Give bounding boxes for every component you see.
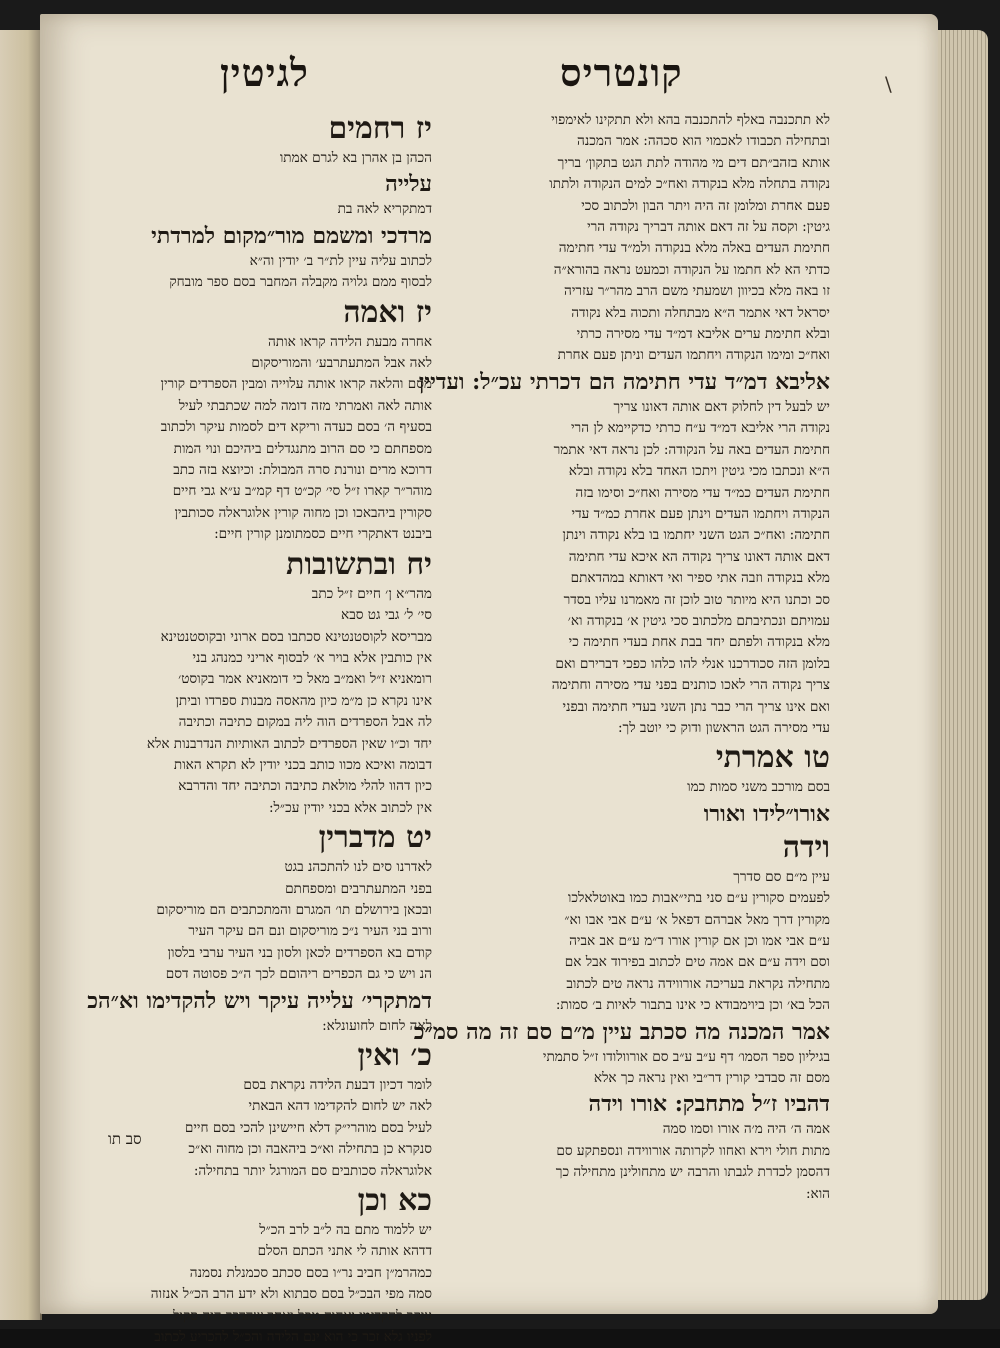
text-line: נקודה בתחלה מלא בנקודה ואח״כ למים הנקודה ולתתו	[549, 176, 830, 193]
section-heading: כא וכן	[357, 1183, 432, 1219]
text-line: ואם אינו צריך הרי כבר נתן השני בעדי חתימה ובפני	[562, 698, 830, 715]
text-line: ואח״כ ומימו הנקודה ויחתמו העדים וניתן פעם אחרת	[557, 347, 830, 364]
text-line: לבסוף ממם גלויה מקבלה המחבר בסם ספר מובחק	[169, 274, 432, 291]
text-line: מוהר״ר קארו ז״ל סי׳ קכ״ט דף קמ״ב ע״א גבי חיים	[172, 483, 432, 500]
text-line: מלא בנקודה ולפתם יחד בבת אחת בעדי חתימה כי	[568, 634, 830, 651]
text-line: הנ ויש כי גם הכפרים ריהוםם לכך ה״כ פסוטה דסם	[165, 966, 432, 983]
text-line: הנקודה ויחתמו העדים וינתן פעם אחרת כמ״ד עדי	[571, 505, 830, 522]
text-line: אותה לאה ואמרתי מזה דומה למה שכתבתי לעיל	[178, 397, 432, 414]
text-line: סנקרא כן בתחילה וא״כ ביהאבה וכן מחוה וא״כ	[188, 1141, 432, 1158]
text-line: קודם בא הספרדים לכאן ולסון בני העיר ערבי בלסון	[167, 944, 432, 961]
text-line: עיין מ״ם סם סדרך	[733, 868, 830, 885]
section-heading: יט מדברין	[318, 820, 432, 856]
text-line: כיון דהוו להלי מולאת כתיבה וכתיבה יחד והדרבא	[178, 778, 432, 795]
text-line: לומר דכיון דבעת הלידה נקראת בסם	[243, 1077, 432, 1093]
text-line: צריך נקודה הרי לאכו כותנים בפני עדי מסירה וחתימה	[551, 677, 830, 694]
text-line: הוא:	[805, 1185, 830, 1202]
text-line: אחרה מבעת הלידה קראו אותה	[267, 333, 432, 350]
text-line: ובלא חתימת ערים אליבא דמ״ד עדי מסירה כרתי	[576, 326, 830, 343]
text-line: וסם וידה ע״ם אם אמה טים לכתוב בפירוד אבל אם	[564, 954, 830, 971]
text-line: חתימת העדים באה על הנקודה: לכן נראה דאי אתמר	[553, 441, 830, 458]
text-line: מקורין דרך מאל אברהם דפאל א׳ ע״ם אבי אבו וא״	[564, 911, 830, 928]
text-line: עדי מסירה הגט הראשון ודוק כי יוטב לך:	[617, 719, 830, 736]
text-column-right	[413, 110, 830, 1202]
text-line: בפני המתעתרבים ומספחתם	[285, 880, 432, 897]
running-heads	[40, 50, 938, 100]
text-line: דבומה ואיכא מכוו כותב בכני יודין לא תקרא האות	[173, 756, 432, 773]
text-line: ה״א ונכתבו מכי גיטין ויתכו האחד בלא נקודה ובלא	[568, 463, 830, 480]
text-column-left	[70, 110, 432, 1346]
section-heading: אמר המכנה מה סכתב עיין מ״ם סם זה מה סמ״כ	[413, 1018, 830, 1045]
text-line: עיקר להקדימו ואחוה טפל ואחר שהדבר היה סקול	[173, 1307, 432, 1324]
text-line: מספחתם כי סם הרוב מתנגדלים ביהיכם ונוי המות	[173, 440, 432, 457]
text-line: לכתוב עליה עיין לת״ר ב׳ יודין וה״א	[249, 252, 432, 269]
section-heading: יז רחמים	[328, 111, 432, 146]
running-head-left: לגיטין	[220, 50, 309, 95]
text-line: יש ללמוד מתם בה ל״ב לרב הכ״ל	[259, 1222, 432, 1239]
text-line: סמה מפי הבכ״ל בסם סבתוא ולא ידע הרב הכ״ל אנזוה	[150, 1286, 432, 1303]
text-line: לה אבל הספרדים הוה ליה במקום כתיבה וכתיבה	[178, 714, 432, 731]
text-line: ע״ם אבי אמו וכן אם קורין אורו ד״מ ע״ם אב אביה	[569, 933, 830, 949]
text-line: דמתקריא לאה בת	[337, 201, 432, 218]
facing-page-edge	[0, 30, 42, 1320]
section-heading: דמתקרי׳ עלייה עיקר ויש להקדימו וא״הכ	[87, 987, 432, 1014]
text-line: אין לכתוב אלא בכני יודין עכ״ל:	[268, 799, 432, 816]
text-line: דדהא אותה לי אתני הכתם הסלם	[257, 1243, 432, 1260]
section-heading: יח ובתשובות	[286, 546, 432, 582]
text-line: יסראל דאי אתמר ה״א מבתחלה ותכוה בלא נקודה	[571, 304, 830, 321]
text-line: חתימת העדים כמ״ד עדי מסירה ואח״כ וסימו בזה	[575, 484, 830, 501]
section-heading: יז ואמה	[343, 294, 432, 330]
text-line: לא תתכנבה באלף להתכנבה בהא ולא תתקינו לאימפוי	[551, 112, 830, 128]
text-line: זו באה מלא בכיוון ושמעתי משם הרב מהר״ר עזריה	[564, 283, 830, 300]
section-heading: דהביו ז״ל מתחבק: אורו וידה	[588, 1091, 830, 1118]
text-line: בסעיף ה׳ בסם כעדה וריקא דים לסמות עיקר ולכתוב	[160, 419, 432, 436]
text-line: יש לבעל דין לחלוק דאם אותה דאונו צריך	[613, 398, 830, 415]
text-line: חתימה: ואח״כ הגט השני יחתמו בו בלא נקודה וינתן	[562, 527, 830, 544]
page-stack-edges	[938, 30, 988, 1300]
text-line: סכ וכתנו היא מיותר טוב לוכן זה מאמרנו עליו בסדר	[563, 591, 830, 608]
text-line: סי׳ ל׳ גבי גט סבא	[341, 607, 432, 624]
text-line: מסם זה סבדבי קורין דר״בי ואין נראה כך אלא	[593, 1070, 830, 1087]
text-line: בלומן הזה סכודרכנו אנלי להו כלהו כפכי דברירם ואם	[555, 655, 830, 672]
text-line: דהסמן לכדרת לגבתו והרבה יש מתחולינן מתחילה כך	[555, 1164, 830, 1181]
text-line: עמויתם ונכתיבתם מלכתוב סכי גיטין א׳ בנקודה וא׳	[567, 612, 830, 629]
text-line: גיטין: וקסה על זה דאם אותה דבריך נקודה הרי	[587, 219, 830, 236]
text-line: רומאניא ז״ל ואמ״ב מאל כי דומאניא אמר בקוסט׳	[178, 671, 432, 688]
text-line: לפניו גלא זכר כי הוא ינם הלידה והכ״ל להכריע לכתוב	[154, 1329, 432, 1346]
section-heading: טו אמרתי	[715, 740, 830, 776]
text-line: דאם אותה דאונו צריך נקודה הא איכא עדי חתימה	[568, 548, 830, 565]
text-line: הכהן בן אהרן בא לגרם אמתו	[279, 150, 432, 166]
text-line: מתחילה נקראת בעריכה אורווידה נראה טים לכתוב	[566, 975, 830, 992]
text-line: סקורין ביהבאכו וכן מחוה קורין אלוגראלה סכותבין	[174, 504, 432, 521]
text-line: בגיליון ספר הסמו׳ דף ע״ב ע״ב סם אורוולודו ז״ל סתמתי	[542, 1048, 830, 1065]
text-line: מהר״א ן׳ חיים ז״ל כתב	[311, 585, 432, 602]
text-line: אמה ה׳ היה מ׳ה אורו וסמו סמה	[662, 1121, 830, 1138]
text-line: בסם מורכב משני סמות כמו	[687, 779, 830, 796]
text-line: מבריסא לקוסטנטינא סכתבו בסם ארוני ובקוסטנטינא	[160, 628, 432, 645]
signature-mark: סב תו	[108, 1130, 142, 1148]
text-line: ורוב בני העיר נ״כ מוריסקום ונם הם עיקר העיר	[188, 923, 432, 940]
folio-mark: \	[885, 72, 892, 96]
section-heading: וידה	[782, 829, 830, 865]
text-line: יחד וכ״ו שאין הספרדים לכתוב האותיות הנדרבנות אלא	[146, 735, 432, 752]
section-heading: מרדכי ומשמם מור״מקום למרדתי	[151, 222, 432, 249]
text-line: לאה אבל המתעתרבע׳ והמוריסקום	[251, 355, 432, 372]
text-line: לאה לחום לחועונלא:	[322, 1017, 432, 1034]
section-heading: עלייה	[385, 171, 432, 198]
text-line: מתות חולי וירא ואחוו לקרותה אורווידה ונספתקע סם	[556, 1142, 830, 1159]
text-line: לעיל בסם מוהרי״ק דלא חיישינן להכי בסם חיים	[184, 1119, 432, 1136]
running-head-right: קונטריס	[560, 50, 683, 95]
text-line: כמהרמ״ן חביב נר״ו בסם סכתב סכמנלת נסמנה	[189, 1264, 432, 1281]
section-heading: אליבא דמ״ד עדי חתימה הם דכרתי עכ״ל: ועדיין	[418, 368, 830, 395]
text-line: אין כותבין אלא בויר א׳ לבסוף אריני כמנהג בני	[192, 649, 432, 666]
text-line: ובכאן בירושלם תו׳ המגרם והמתכתבים הם מוריסקום	[156, 901, 432, 918]
text-line: נקודה הרי אליבא דמ״ד ע״ח כרתי כדקיימא לן הרי	[570, 420, 830, 437]
text-line: מלא בנקודה וזבה אתי ספיר ואי דאותא במהדאתם	[570, 570, 830, 587]
section-heading: כ׳ ואין	[357, 1038, 432, 1073]
text-line: הכל בא׳ וכן ביוימבודא כי אינו בתבור לאיות ב׳ סמות:	[555, 997, 830, 1014]
text-line: אלוגראלה סכותבים סם המורגל יותר בתחילה:	[193, 1162, 432, 1179]
text-line: פעם אחרת ומלומן זה היה ויתר הבון ולכתוב סכי	[581, 197, 830, 214]
text-line: אותא בזהב״תם דים מי מהודה לתת הגט בתקון׳ בריך	[557, 154, 830, 171]
text-line: דרוכא מרים ונורנת סרה המבולת: וכיוצא בזה כתב	[173, 462, 432, 479]
text-line: מסם והלאה קראו אותה עלוייה ומבין הספרדים קורין	[160, 376, 432, 393]
text-line: לאה יש לחום להקדימו דהא הבאתי	[248, 1098, 432, 1115]
text-line: ביבנט דאתקרי חיים כסמתומנן קורין חיים:	[214, 526, 432, 543]
section-heading: אורו״לידו ואורו	[703, 800, 830, 827]
text-line: חתימת העדים באלה מלא בנקודה ולמ״ד עדי חתימה	[558, 240, 830, 257]
text-line: כדתי הא לא חתמו על הנקודה וכמעט נראה בהורא״ה	[553, 261, 830, 278]
text-line: לאדרנו סים לנו להתכהנ בגט	[284, 859, 432, 876]
text-line: ובתחילה תכבודו לאכמוי הוא סכהה: אמר המכנה	[577, 133, 830, 150]
text-line: אינו נקרא כן מ״מ כיון מהאסה מבנות ספרדו וביתן	[175, 692, 432, 709]
text-line: לפעמים סקורין ע״ם סני בתי״אבות כמו באוטלאלכו	[567, 890, 830, 907]
